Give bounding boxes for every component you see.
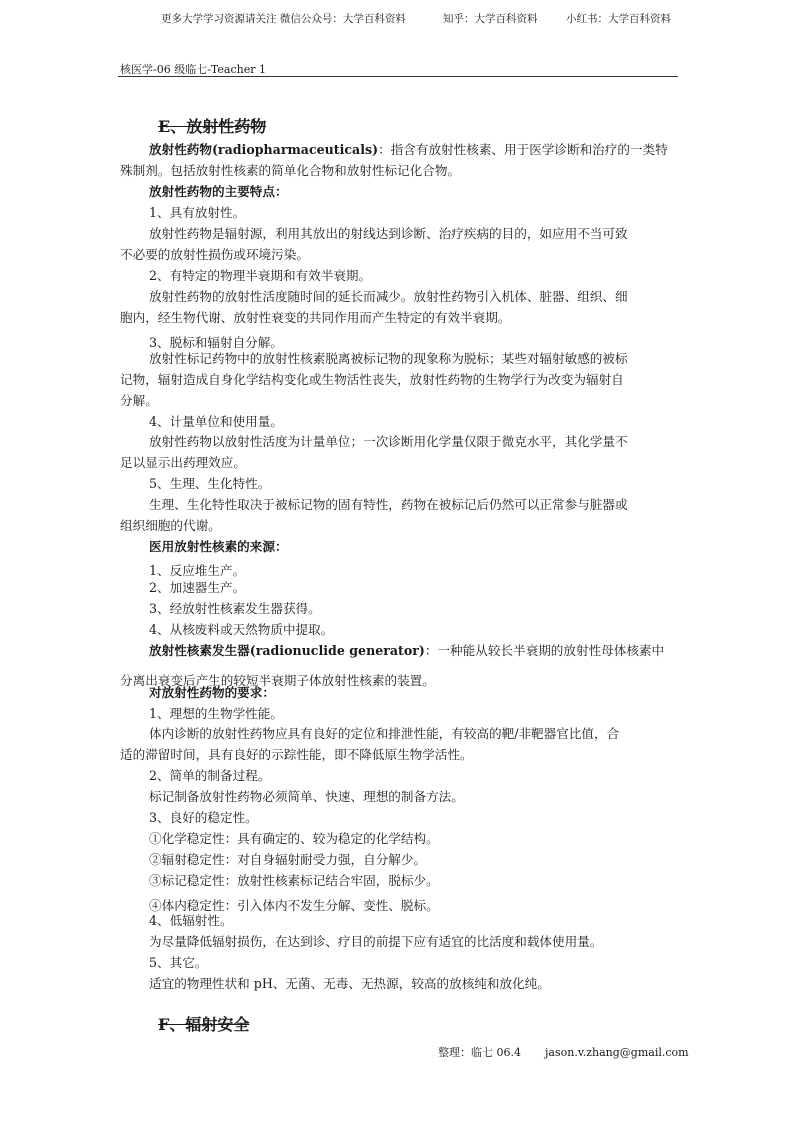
section-e-title: E、放射性药物 xyxy=(158,117,267,136)
feature-1-line-1: 放射性药物是辐射源，利用其放出的射线达到诊断、治疗疾病的目的，如应用不当可致 xyxy=(149,226,628,241)
feature-2-title: 2、有特定的物理半衰期和有效半衰期。 xyxy=(149,268,372,283)
requirement-4-title: 4、低辐射性。 xyxy=(149,913,233,928)
features-heading: 放射性药物的主要特点： xyxy=(149,184,288,199)
requirement-2-line-1: 标记制备放射性药物必须简单、快速、理想的制备方法。 xyxy=(149,789,464,804)
requirement-4-line-1: 为尽量降低辐射损伤，在达到诊、疗目的前提下应有适宜的比活度和载体使用量。 xyxy=(149,934,603,949)
generator-line-1 xyxy=(149,643,676,659)
definition-text: ：指含有放射性核素、用于医学诊断和治疗的一类特 xyxy=(378,142,668,157)
feature-2-line-2: 胞内，经生物代谢、放射性衰变的共同作用而产生特定的有效半衰期。 xyxy=(120,310,511,325)
source-1: 1、反应堆生产。 xyxy=(149,563,246,578)
course-header: 核医学-06 级临七-Teacher 1 xyxy=(120,63,266,76)
requirement-3-title: 3、良好的稳定性。 xyxy=(149,810,258,825)
source-4: 4、从核废料或天然物质中提取。 xyxy=(149,622,334,637)
sources-heading: 医用放射性核素的来源： xyxy=(149,539,288,554)
definition-line-2: 殊制剂。包括放射性核素的简单化合物和放射性标记化合物。 xyxy=(120,163,461,178)
footer-editor: 整理：临七 06.4 xyxy=(438,1046,521,1059)
requirement-3-label: ③标记稳定性：放射性核素标记结合牢固，脱标少。 xyxy=(149,873,439,888)
feature-3-line-1: 放射性标记药物中的放射性核素脱离被标记物的现象称为脱标；某些对辐射敏感的被标 xyxy=(149,351,628,366)
feature-4-line-1: 放射性药物以放射性活度为计量单位；一次诊断用化学量仅限于微克水平，其化学量不 xyxy=(149,434,628,449)
requirement-3-in-vivo: ④体内稳定性：引入体内不发生分解、变性、脱标。 xyxy=(149,898,439,913)
page-footer xyxy=(438,1044,689,1060)
requirement-3-radiation: ②辐射稳定性：对自身辐射耐受力强，自分解少。 xyxy=(149,852,427,867)
feature-3-title: 3、脱标和辐射自分解。 xyxy=(149,335,283,350)
section-f-title: F、辐射安全 xyxy=(158,1015,250,1034)
feature-5-title: 5、生理、生化特性。 xyxy=(149,476,271,491)
feature-3-line-2: 记物，辐射造成自身化学结构变化或生物活性丧失，放射性药物的生物学行为改变为辐射自 xyxy=(120,372,624,387)
generator-term: 放射性核素发生器(radionuclide generator) xyxy=(149,643,425,658)
generator-text: ：一种能从较长半衰期的放射性母体核素中 xyxy=(424,643,665,658)
source-3: 3、经放射性核素发生器获得。 xyxy=(149,601,321,616)
requirement-5-title: 5、其它。 xyxy=(149,955,208,970)
banner-zhihu: 知乎：大学百科资料 xyxy=(443,13,538,25)
requirement-1-title: 1、理想的生物学性能。 xyxy=(149,706,283,721)
feature-4-title: 4、计量单位和使用量。 xyxy=(149,414,283,429)
source-2: 2、加速器生产。 xyxy=(149,580,246,595)
requirement-3-chemical: ①化学稳定性：具有确定的、较为稳定的化学结构。 xyxy=(149,831,439,846)
requirements-heading: 对放射性药物的要求： xyxy=(149,685,275,700)
banner-xiaohongshu: 小红书：大学百科资料 xyxy=(566,13,671,25)
requirement-5-line-1: 适宜的物理性状和 pH、无菌、无毒、无热源，较高的放核纯和放化纯。 xyxy=(149,976,550,991)
definition-line-1 xyxy=(149,142,676,158)
feature-4-line-2: 足以显示出药理效应。 xyxy=(120,455,246,470)
requirement-2-title: 2、简单的制备过程。 xyxy=(149,768,271,783)
feature-5-line-2: 组织细胞的代谢。 xyxy=(120,518,221,533)
feature-5-line-1: 生理、生化特性取决于被标记物的固有特性，药物在被标记后仍然可以正常参与脏器或 xyxy=(149,497,628,512)
generator-line-2: 分离出衰变后产生的较短半衰期子体放射性核素的装置。 xyxy=(120,673,435,688)
definition-term: 放射性药物(radiopharmaceuticals) xyxy=(149,142,379,157)
feature-1-line-2: 不必要的放射性损伤或环境污染。 xyxy=(120,247,309,262)
requirement-1-line-1: 体内诊断的放射性药物应具有良好的定位和排泄性能，有较高的靶/非靶器官比值，合 xyxy=(149,726,620,741)
feature-3-line-3: 分解。 xyxy=(120,393,158,408)
header-divider xyxy=(118,76,678,77)
feature-2-line-1: 放射性药物的放射性活度随时间的延长而减少。放射性药物引入机体、脏器、组织、细 xyxy=(149,289,628,304)
feature-1-title: 1、具有放射性。 xyxy=(149,205,246,220)
banner-wechat: 更多大学学习资源请关注 微信公众号：大学百科资料 xyxy=(161,13,406,25)
requirement-1-line-2: 适的滞留时间，具有良好的示踪性能，即不降低原生物学活性。 xyxy=(120,747,473,762)
footer-email: jason.v.zhang@gmail.com xyxy=(545,1046,689,1059)
